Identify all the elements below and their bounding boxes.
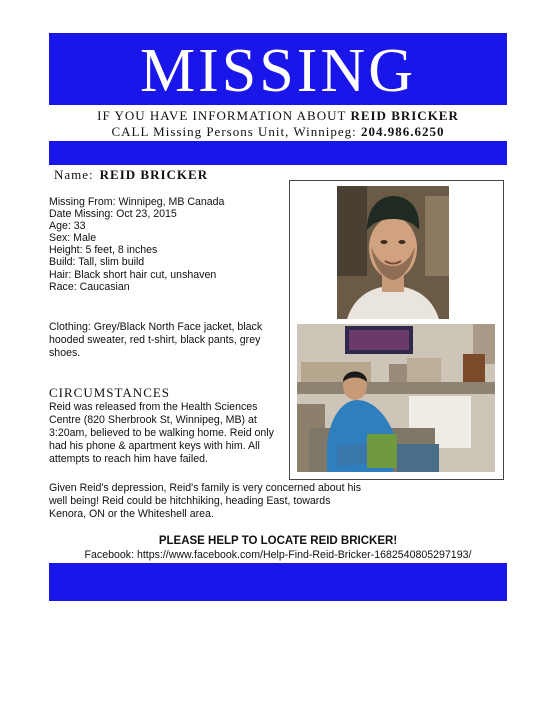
fact-age: Age: 33 <box>49 220 86 233</box>
portrait-illustration <box>337 186 449 319</box>
portrait-photo <box>337 186 449 319</box>
footer-banner <box>49 563 507 601</box>
name-row <box>54 167 208 183</box>
info-line-1-prefix: IF YOU HAVE INFORMATION ABOUT <box>97 108 351 123</box>
headline-banner <box>49 33 507 105</box>
info-line-1-name: REID BRICKER <box>350 108 459 123</box>
fact-sex: Sex: Male <box>49 232 97 245</box>
contact-info <box>49 108 507 140</box>
facts-list <box>49 196 284 293</box>
phone-number: 204.986.6250 <box>361 124 445 139</box>
circumstances-paragraph-1: Reid was released from the Health Sciences Centre (820 Sherbrook St, Winnipeg, MB) at 3:20am, believed to be walking home. Reid only had his phone & apartment keys with him. All attempts to reach him have failed. <box>49 401 274 465</box>
clothing-description: Clothing: Grey/Black North Face jacket, black hooded sweater, red t-shirt, black pants, grey shoes. <box>49 321 263 359</box>
info-line-2 <box>49 124 507 140</box>
call-to-action: PLEASE HELP TO LOCATE REID BRICKER! <box>158 535 398 547</box>
name-label: Name: <box>54 167 94 182</box>
headline: MISSING <box>140 37 416 105</box>
fact-date-missing: Date Missing: Oct 23, 2015 <box>49 208 177 221</box>
info-line-2-prefix: CALL Missing Persons Unit, Winnipeg: <box>111 124 362 139</box>
fact-height: Height: 5 feet, 8 inches <box>49 244 158 257</box>
fact-build: Build: Tall, slim build <box>49 256 145 269</box>
photo-frame <box>289 180 504 480</box>
couch-photo <box>297 324 495 472</box>
circumstances-paragraph-2: Given Reid's depression, Reid's family is very concerned about his well being! Reid could be hitchhiking, heading East, towards Kenora, ON or the Whiteshell area. <box>49 482 361 520</box>
info-line-1 <box>49 108 507 124</box>
fact-missing-from: Missing From: Winnipeg, MB Canada <box>49 196 225 208</box>
circumstances-heading: CIRCUMSTANCES <box>49 385 171 400</box>
fact-race: Race: Caucasian <box>49 280 130 293</box>
facebook-link[interactable]: Facebook: https://www.facebook.com/Help-Find-Reid-Bricker-1682540805297193/ <box>84 549 472 561</box>
couch-illustration <box>297 324 495 472</box>
fact-hair: Hair: Black short hair cut, unshaven <box>49 268 217 281</box>
name-value: REID BRICKER <box>99 167 209 182</box>
divider-banner <box>49 141 507 165</box>
